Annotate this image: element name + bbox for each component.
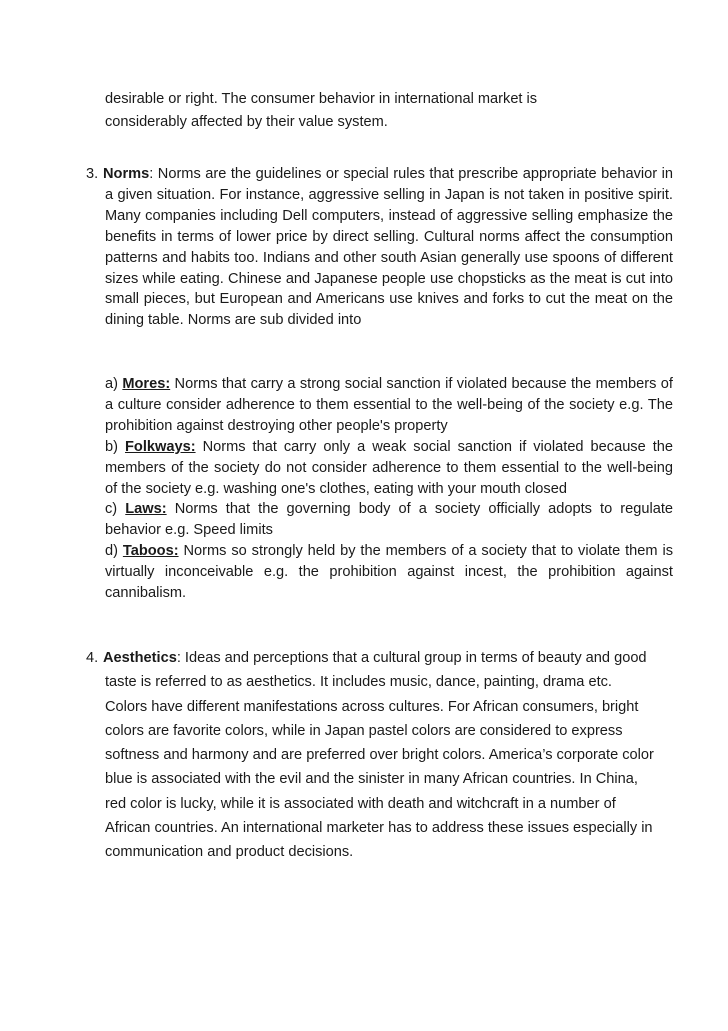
subtype-text: Norms that carry a strong social sanction if violated because the members of a culture consider adherence to them essential to the well-being of the society e.g. The prohibition against destroying other people's property — [105, 376, 673, 434]
subtype-taboos — [105, 541, 673, 604]
norms-paragraph — [86, 164, 673, 331]
aesthetics-number: 4. — [86, 650, 99, 666]
subtype-term: Laws: — [125, 501, 167, 518]
subtype-prefix: d) — [105, 543, 118, 560]
norms-number: 3. — [86, 166, 99, 182]
aesthetics-paragraph — [86, 646, 655, 865]
norms-subtypes — [86, 374, 673, 604]
subtype-term: Folkways: — [125, 438, 196, 455]
subtype-prefix: a) — [105, 376, 118, 392]
subtype-term: Taboos: — [122, 543, 179, 560]
subtype-laws — [105, 499, 673, 541]
subtype-text: Norms so strongly held by the members of a society that to violate them is virtually inconceivable e.g. the prohibition against incest, the prohibition against cannibalism. — [105, 543, 673, 602]
subtype-prefix: b) — [105, 438, 118, 455]
aesthetics-section — [86, 646, 655, 865]
continuation-paragraph — [86, 88, 605, 133]
aesthetics-heading: Aesthetics — [103, 650, 177, 666]
subtype-text: Norms that carry only a weak social sanction if violated because the members of the society do not consider adherence to them essential to the well-being of the society e.g. washing one's clothes, eating with your mouth closed — [105, 438, 674, 497]
subtype-text: Norms that the governing body of a society officially adopts to regulate behavior e.g. Speed limits — [105, 501, 673, 539]
subtype-prefix: c) — [105, 501, 118, 518]
norms-text: : Norms are the guidelines or special rules that prescribe appropriate behavior in a given situation. For instance, aggressive selling in Japan is not taken in positive spirit. Many companies including Dell computers, instead of aggressive selling emphasize the benefits in terms of lower price by direct selling. Cultural norms affect the consumption patterns and habits too. Indians and other south Asian generally use spoons of different sizes while eating. Chinese and Japanese people use chopsticks as the meat is cut into small pieces, but European and Americans use knives and forks to cut the meat on the dining table. Norms are sub divided into — [105, 166, 673, 329]
norms-section — [86, 164, 673, 331]
norms-heading: Norms — [103, 166, 150, 182]
subtype-mores — [105, 374, 673, 437]
subtype-folkways — [105, 437, 673, 500]
subtype-term: Mores: — [122, 376, 171, 392]
aesthetics-text: : Ideas and perceptions that a cultural group in terms of beauty and good taste is referred to as aesthetics. It includes music, dance, painting, drama etc. Colors have different manifestations across cultures. For African consumers, bright colors are favorite colors, while in Japan pastel colors are considered to express softness and harmony and are preferred over bright colors. America’s corporate color blue is associated with the evil and the sinister in many African countries. In China, red color is lucky, while it is associated with death and witchcraft in a number of African countries. An international marketer has to address these issues especially in communication and product decisions. — [105, 650, 654, 861]
continuation-text: desirable or right. The consumer behavior in international market is considerably affected by their value system. — [105, 91, 538, 130]
